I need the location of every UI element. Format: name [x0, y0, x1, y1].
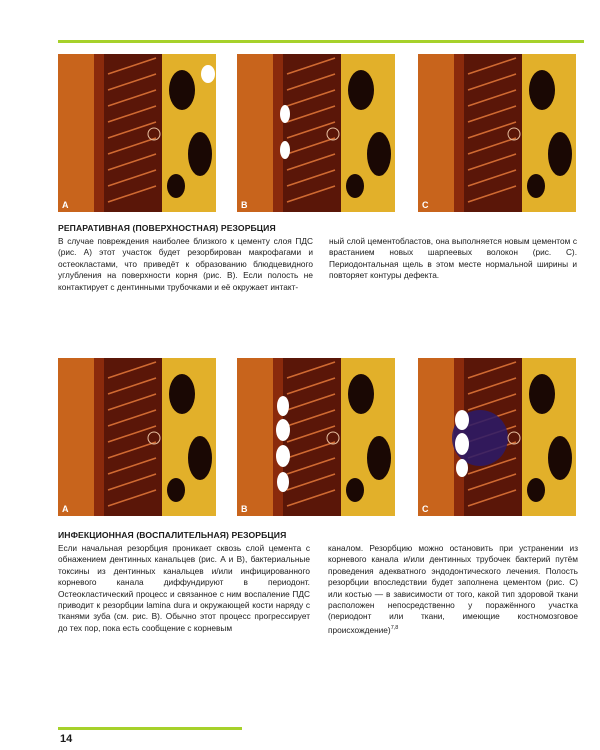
figure-label: C: [422, 200, 429, 210]
paragraph-left: В случае повреждения наиболее близкого к цементу слоя ПДС (рис. A) этот участок будет резорбирован макрофагами и остеокластами, что приведёт к образованию блюдцевидного углубления на поверхности корня (рис. B). Если полость не контактирует с дентинными трубочками и её окружает интакт-: [58, 236, 313, 292]
figure-1c: [418, 54, 576, 212]
histology-illustration: [58, 358, 216, 516]
figure-2b: [237, 358, 395, 516]
histology-illustration: [58, 54, 216, 212]
section-heading: ИНФЕКЦИОННАЯ (ВОСПАЛИТЕЛЬНАЯ) РЕЗОРБЦИЯ: [58, 530, 287, 540]
bottom-accent-rule: [58, 727, 242, 730]
figure-label: A: [62, 504, 69, 514]
histology-illustration: [418, 358, 576, 516]
figure-2a: [58, 358, 216, 516]
section-heading: РЕПАРАТИВНАЯ (ПОВЕРХНОСТНАЯ) РЕЗОРБЦИЯ: [58, 223, 276, 233]
figure-label: C: [422, 504, 429, 514]
paragraph-left: Если начальная резорбция проникает сквозь слой цемента с обнажением дентинных канальцев (рис. A и B), бактериальные токсины из дентинных канальцев и/или инфицированного корневого канала диффундируют в периодонт. Остеокластический процесс и связанное с ним воспаление ПДС приводит к резорбции lamina dura и окружающей кости наряду с тканями зуба (см. рис. B). Обычно этот процесс прогрессирует до тех пор, пока есть сообщение с корневым: [58, 543, 310, 633]
paragraph-right: [328, 543, 578, 636]
citation-superscript: 7,8: [390, 624, 399, 631]
histology-illustration: [237, 358, 395, 516]
page-number: 14: [60, 733, 73, 745]
figure-label: B: [241, 200, 248, 210]
figure-2c: [418, 358, 576, 516]
histology-illustration: [237, 54, 395, 212]
top-accent-rule: [58, 40, 584, 43]
figure-1b: [237, 54, 395, 212]
paragraph-right: ный слой цементобластов, она выполняется новым цементом с врастанием новых шарпеевых волокон (рис. C). Периодонтальная щель в этом месте нормальной ширины и повторяет контуры дефекта.: [329, 236, 577, 281]
figure-label: A: [62, 200, 69, 210]
figure-1a: [58, 54, 216, 212]
paragraph-right-text: каналом. Резорбцию можно остановить при устранении из корневого канала и/или дентинных трубочек бактерий путём проведения адекватного эндодонтического лечения. Полость резорбции впоследствии будет заполнена цементом (рис. C) или костью — в зависимости от того, какой тип здоровой ткани расположен непосредственно у поражённого участка (периодонт или ткани, имеющие костномозговое происхождение): [328, 543, 578, 635]
figure-label: B: [241, 504, 248, 514]
histology-illustration: [418, 54, 576, 212]
